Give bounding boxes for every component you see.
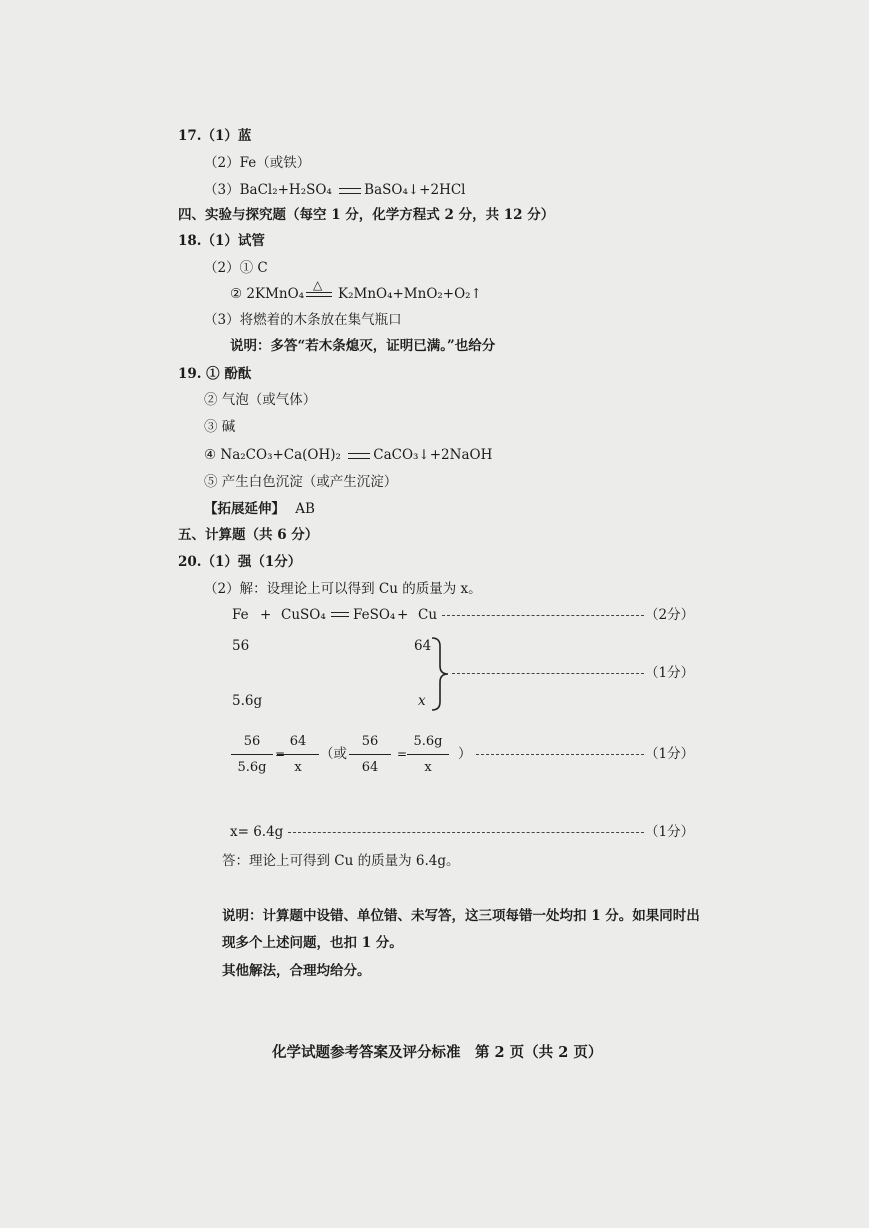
q17-equation-right: BaSO₄↓+2HCl bbox=[364, 182, 466, 198]
alternative-close: ） bbox=[458, 746, 472, 762]
eq-plus-2: + bbox=[397, 607, 409, 623]
q17-part3 bbox=[204, 181, 466, 199]
fraction-bar bbox=[277, 754, 319, 755]
given-mass-fe: 5.6g bbox=[232, 693, 263, 709]
equals-double-bar bbox=[331, 612, 349, 617]
q18-part3: （3）将燃着的木条放在集气瓶口 bbox=[204, 312, 402, 328]
fraction-bar bbox=[407, 754, 449, 755]
q18-part1: 18.（1）试管 bbox=[178, 233, 265, 249]
fraction-bar bbox=[349, 754, 391, 755]
equals-sign: = bbox=[397, 747, 408, 761]
score-ratio: （1分） bbox=[645, 746, 695, 762]
fraction-1-denominator: 5.6g bbox=[237, 760, 267, 775]
eq-cu: Cu bbox=[418, 607, 438, 623]
fraction-bar bbox=[231, 754, 273, 755]
q17-part1: 17.（1）蓝 bbox=[178, 128, 252, 144]
score-result: （1分） bbox=[645, 824, 695, 840]
q20-part2-setup: （2）解：设理论上可以得到 Cu 的质量为 x。 bbox=[204, 581, 482, 597]
fraction-2-denominator: x bbox=[294, 760, 302, 775]
extension-label: 【拓展延伸】 bbox=[204, 501, 285, 517]
q19-item4 bbox=[204, 446, 492, 464]
q19-extension bbox=[204, 500, 315, 518]
fraction-1-numerator: 56 bbox=[243, 734, 261, 749]
fraction-4-denominator: x bbox=[424, 760, 432, 775]
heating-condition-icon: △ bbox=[313, 278, 323, 292]
scoring-note-line-1: 说明：计算题中设错、单位错、未写答，这三项每错一处均扣 1 分。如果同时出 bbox=[222, 908, 700, 924]
q18-part2b-right: K₂MnO₄+MnO₂+O₂↑ bbox=[338, 286, 482, 302]
fraction-3 bbox=[345, 733, 395, 777]
right-brace-icon bbox=[428, 636, 454, 712]
eq-fe: Fe bbox=[232, 607, 249, 623]
final-answer: 答：理论上可得到 Cu 的质量为 6.4g。 bbox=[222, 853, 460, 869]
q18-part2b-left: ② 2KMnO₄ bbox=[230, 286, 305, 302]
q19-item5: ⑤ 产生白色沉淀（或产生沉淀） bbox=[204, 474, 398, 490]
equals-double-bar bbox=[339, 188, 361, 194]
eq-cuso4: CuSO₄ bbox=[281, 607, 326, 623]
score-equation: （2分） bbox=[645, 607, 695, 623]
dotted-leader bbox=[442, 615, 644, 616]
equals-double-bar bbox=[348, 453, 370, 459]
q17-equation-left: BaCl₂+H₂SO₄ bbox=[239, 182, 332, 198]
section-4-heading: 四、实验与探究题（每空 1 分，化学方程式 2 分，共 12 分） bbox=[178, 207, 555, 223]
extension-answer: AB bbox=[295, 501, 315, 517]
eq-feso4: FeSO₄ bbox=[353, 607, 396, 623]
dotted-leader bbox=[288, 832, 644, 833]
q19-equation-right: CaCO₃↓+2NaOH bbox=[373, 447, 493, 463]
q19-equation-left: ④ Na₂CO₃+Ca(OH)₂ bbox=[204, 447, 341, 463]
fraction-2 bbox=[273, 733, 323, 777]
mass-fe: 56 bbox=[232, 638, 250, 654]
alternative-open: （或 bbox=[320, 746, 347, 762]
fraction-1 bbox=[227, 733, 277, 777]
scoring-note-line-3: 其他解法，合理均给分。 bbox=[222, 963, 371, 979]
fraction-4-numerator: 5.6g bbox=[413, 734, 443, 749]
page-footer: 化学试题参考答案及评分标准 第 2 页（共 2 页） bbox=[272, 1044, 603, 1061]
q19-item3: ③ 碱 bbox=[204, 419, 236, 435]
score-mass: （1分） bbox=[645, 665, 695, 681]
dotted-leader bbox=[476, 754, 644, 755]
equals-double-bar bbox=[306, 292, 332, 297]
q18-part2a: （2）① C bbox=[204, 260, 268, 276]
q20-part1: 20.（1）强（1分） bbox=[178, 554, 302, 570]
fraction-2-numerator: 64 bbox=[289, 734, 307, 749]
eq-plus-1: + bbox=[260, 607, 272, 623]
q19-item2: ② 气泡（或气体） bbox=[204, 392, 317, 408]
mass-cu: 64 bbox=[414, 638, 432, 654]
q17-part3-prefix: （3） bbox=[204, 182, 240, 198]
fraction-3-denominator: 64 bbox=[361, 760, 379, 775]
fraction-4 bbox=[403, 733, 453, 777]
dotted-leader bbox=[452, 673, 644, 674]
scoring-note-line-2: 现多个上述问题，也扣 1 分。 bbox=[222, 935, 403, 951]
fraction-3-numerator: 56 bbox=[361, 734, 379, 749]
q17-part2: （2）Fe（或铁） bbox=[204, 155, 311, 171]
unknown-x: x bbox=[418, 693, 426, 709]
q19-item1: 19. ① 酚酞 bbox=[178, 366, 252, 382]
q18-note: 说明：多答“若木条熄灭，证明已满。”也给分 bbox=[230, 338, 496, 354]
result-value: x= 6.4g bbox=[230, 824, 284, 840]
section-5-heading: 五、计算题（共 6 分） bbox=[178, 527, 319, 543]
equals-sign: = bbox=[275, 747, 286, 761]
